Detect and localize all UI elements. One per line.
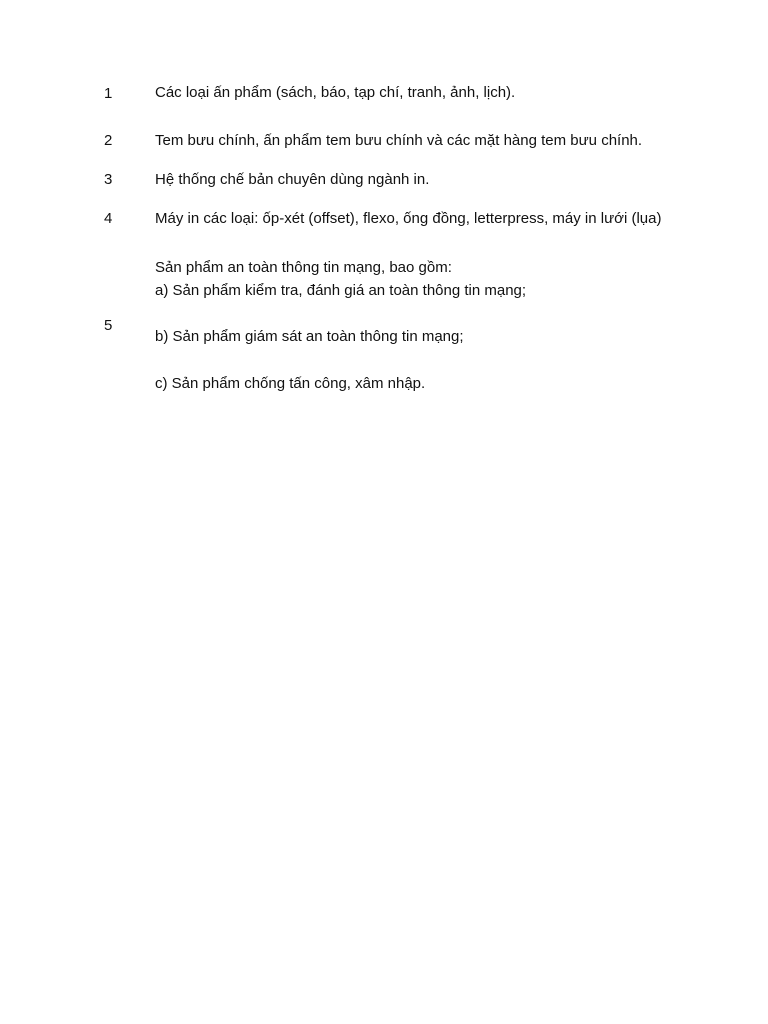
row-text-3: Hệ thống chế bản chuyên dùng ngành in. xyxy=(155,171,430,188)
row-item-5b: b) Sản phẩm giám sát an toàn thông tin mạng; xyxy=(155,328,464,345)
row-text-2: Tem bưu chính, ấn phẩm tem bưu chính và các mặt hàng tem bưu chính. xyxy=(155,132,643,149)
row-text-4: Máy in các loại: ốp-xét (offset), flexo, ống đồng, letterpress, máy in lưới (lụa) xyxy=(155,210,662,227)
row-item-5c: c) Sản phẩm chống tấn công, xâm nhập. xyxy=(155,375,426,392)
row-heading-5: Sản phẩm an toàn thông tin mạng, bao gồm: xyxy=(155,259,452,276)
row-item-5a: a) Sản phẩm kiểm tra, đánh giá an toàn thông tin mạng; xyxy=(155,282,527,299)
row-number-4: 4 xyxy=(104,210,113,227)
row-number-5: 5 xyxy=(104,317,113,334)
row-number-3: 3 xyxy=(104,171,113,188)
row-text-1: Các loại ấn phẩm (sách, báo, tạp chí, tranh, ảnh, lịch). xyxy=(155,84,516,101)
row-number-2: 2 xyxy=(104,132,113,149)
row-number-1: 1 xyxy=(104,85,113,102)
